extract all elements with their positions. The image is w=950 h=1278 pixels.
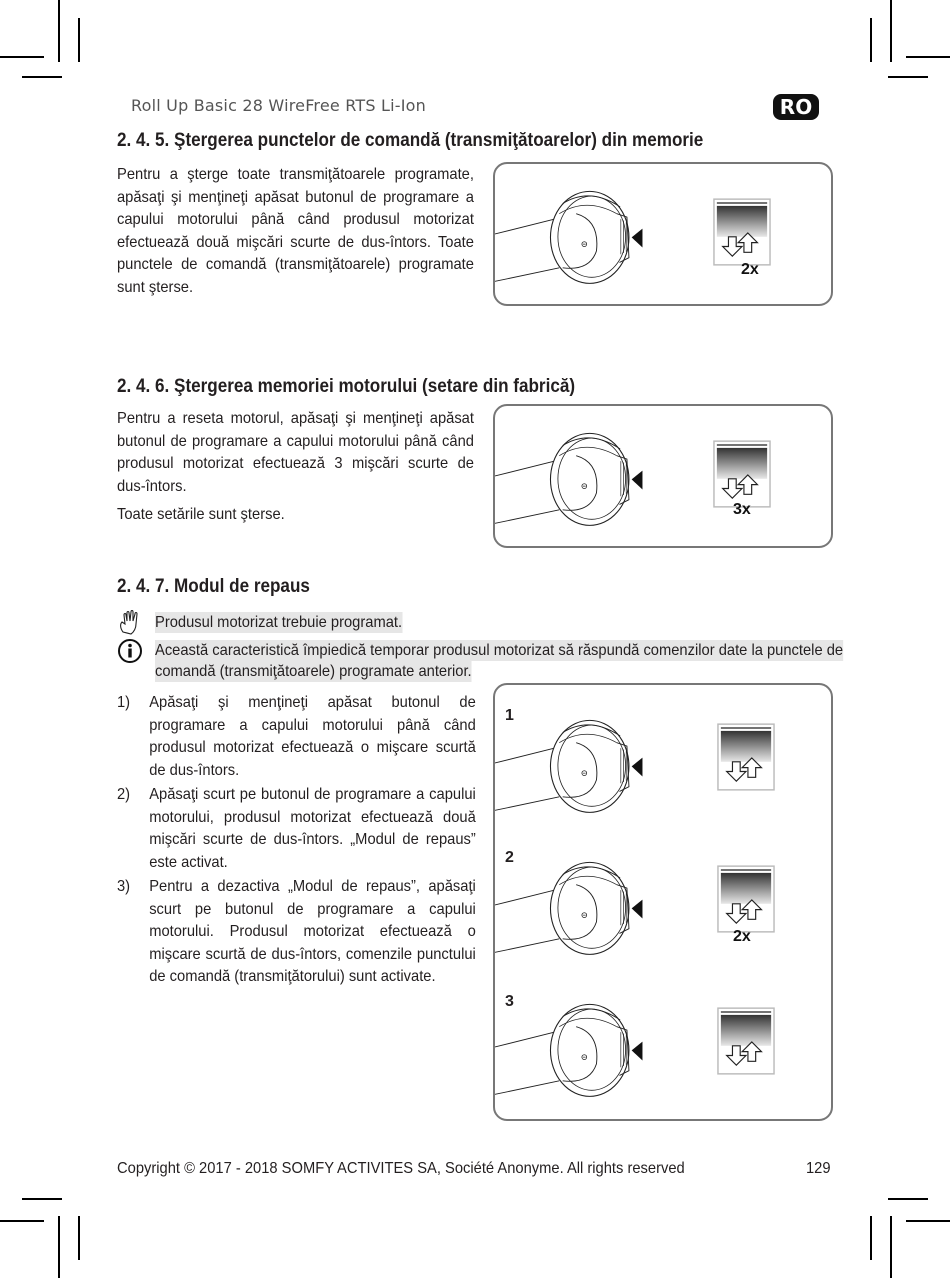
section-heading: 2. 4. 7. Modul de repaus	[117, 576, 310, 597]
shade-icon	[718, 724, 774, 790]
crop-mark	[888, 76, 928, 78]
note-text: Această caracteristică împiedică temporar produsul motorizat să răspundă comenzilor date la punctele de	[155, 642, 844, 659]
crop-mark	[906, 1220, 950, 1222]
figure-step-label: 1	[505, 707, 514, 724]
paragraph: Pentru a reseta motorul, apăsaţi şi menţineţi apăsat butonul de programare a capului motorului până când produsul motorizat efectuează 3 mişcări scurte de dus-întors.	[117, 410, 474, 495]
crop-mark	[906, 56, 950, 58]
figure-motor-head	[493, 162, 833, 306]
copyright: Copyright © 2017 - 2018 SOMFY ACTIVITES SA, Société Anonyme. All rights reserved	[117, 1160, 685, 1177]
crop-mark	[58, 1216, 60, 1278]
crop-mark	[890, 0, 892, 62]
list-item	[117, 784, 476, 874]
figure-motor-head	[493, 404, 833, 548]
shade-icon	[714, 199, 770, 265]
section-heading: 2. 4. 6. Ştergerea memoriei motorului (setare din fabrică)	[117, 376, 576, 397]
paragraph: Pentru a şterge toate transmiţătoarele programate, apăsaţi şi menţineţi apăsat butonul de programare a capului motorului până când produsul motorizat efectuează două mişcări scurte de dus-întors. Toate punctele de comandă (transmiţătoarele) programate sunt şterse.	[117, 166, 474, 296]
step-text: Apăsaţi şi menţineţi apăsat butonul de programare a capului motorului până când produsul motorizat efectuează o mişcare scurtă de dus-întors.	[149, 694, 476, 779]
section-text	[117, 164, 474, 299]
repeat-count-label: 2x	[733, 928, 751, 945]
shade-icon	[718, 866, 774, 932]
steps-list	[117, 692, 476, 991]
crop-mark	[870, 1216, 872, 1260]
step-number: 1)	[117, 694, 131, 711]
crop-mark	[888, 1198, 928, 1200]
motor-illustration	[495, 406, 831, 546]
crop-mark	[870, 18, 872, 62]
product-title: Roll Up Basic 28 WireFree RTS Li-Ion	[131, 96, 426, 115]
figure-sleep-mode-steps	[493, 683, 833, 1121]
motor-illustration	[495, 685, 831, 1119]
language-badge: RO	[773, 94, 819, 120]
hand-icon	[117, 610, 143, 636]
page-number: 129	[806, 1160, 831, 1177]
crop-mark	[58, 0, 60, 62]
crop-mark	[78, 1216, 80, 1260]
crop-mark	[0, 1220, 44, 1222]
info-icon	[117, 638, 143, 664]
paragraph: Toate setările sunt şterse.	[117, 506, 285, 523]
list-item	[117, 876, 476, 989]
step-text: Apăsaţi scurt pe butonul de programare a capului motorului, produsul motorizat efectuează două mişcări scurte de dus-întors. „Modul de repaus” este activat.	[149, 786, 476, 871]
note-text: Produsul motorizat trebuie programat.	[155, 614, 403, 631]
figure-step-label: 2	[505, 849, 514, 866]
figure-step-label: 3	[505, 993, 514, 1010]
crop-mark	[890, 1216, 892, 1278]
step-text: Pentru a dezactiva „Modul de repaus”, apăsaţi scurt pe butonul de programare a capului motorului. Produsul motorizat efectuează o mişcare scurtă de dus-întors, comenzile punctului de comandă (transmiţătorului) sunt activate.	[149, 878, 476, 985]
crop-mark	[22, 76, 62, 78]
crop-mark	[0, 56, 44, 58]
step-number: 3)	[117, 878, 131, 895]
note-text: comandă (transmiţătoarele) programate anterior.	[155, 663, 472, 680]
shade-icon	[718, 1008, 774, 1074]
list-item	[117, 692, 476, 782]
step-number: 2)	[117, 786, 131, 803]
repeat-count-label: 2x	[741, 261, 759, 278]
section-text	[117, 408, 474, 527]
crop-mark	[22, 1198, 62, 1200]
crop-mark	[78, 18, 80, 62]
motor-illustration	[495, 164, 831, 304]
repeat-count-label: 3x	[733, 501, 751, 518]
section-heading: 2. 4. 5. Ştergerea punctelor de comandă (transmiţătoarelor) din memorie	[117, 130, 704, 151]
shade-icon	[714, 441, 770, 507]
